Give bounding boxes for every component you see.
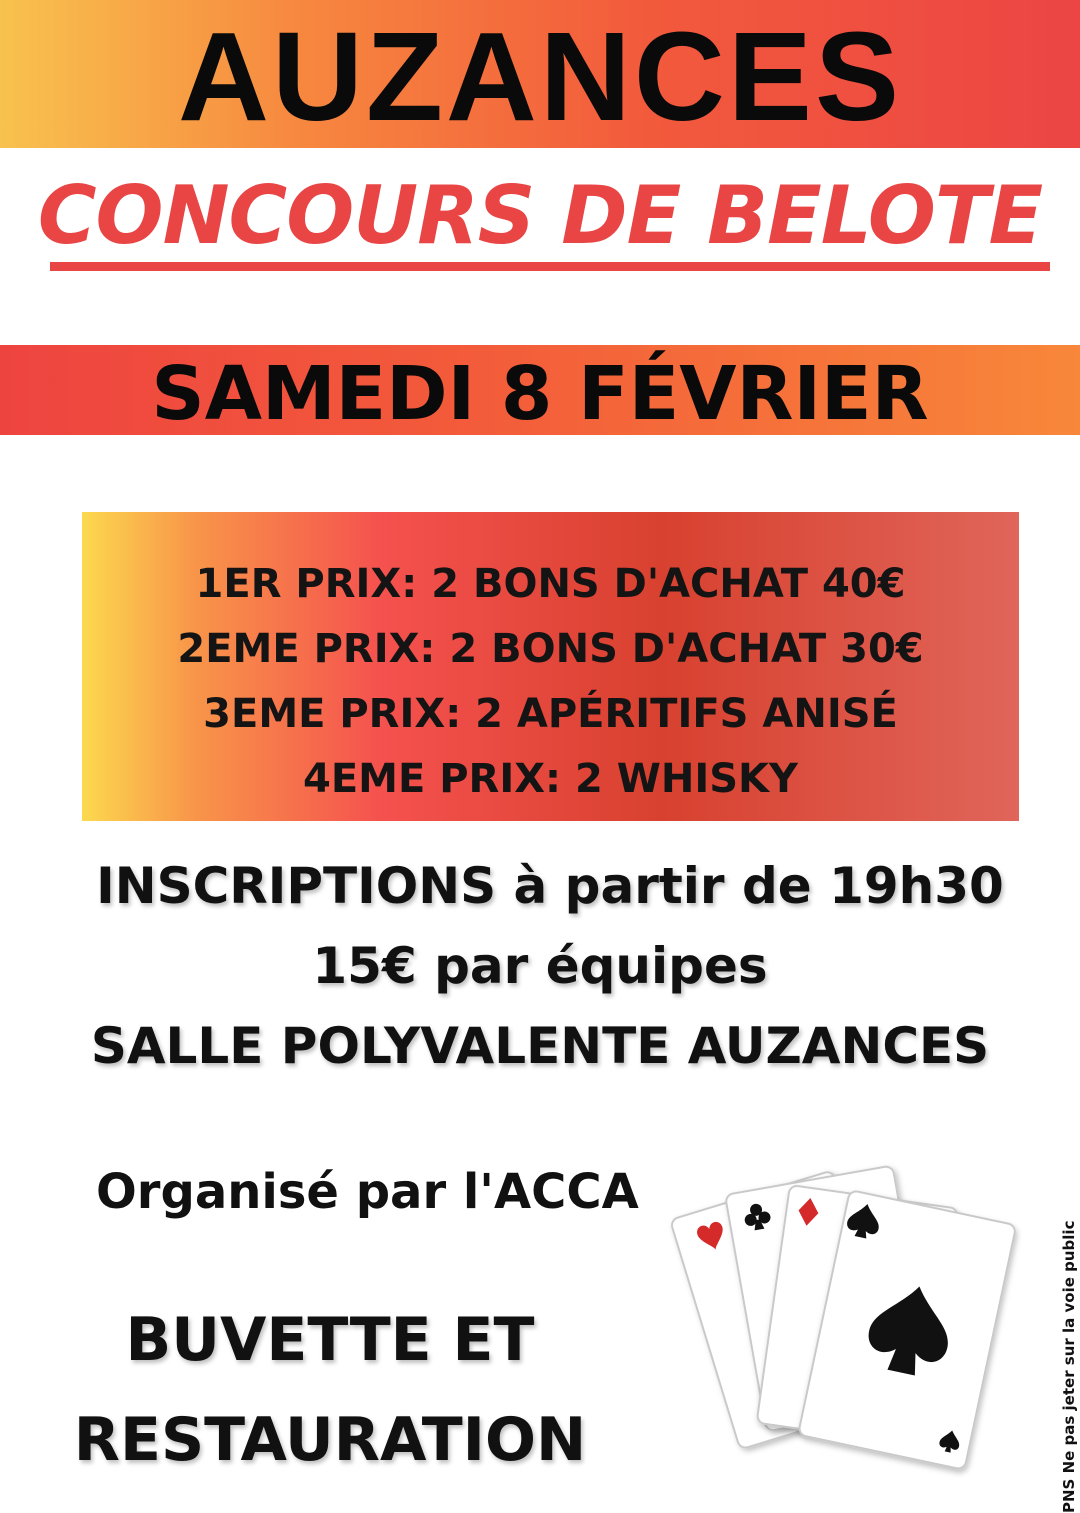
- town-title: AUZANCES: [177, 6, 902, 147]
- venue: SALLE POLYVALENTE AUZANCES: [90, 1017, 990, 1075]
- refreshments: [0, 1290, 660, 1490]
- prize-first: 1ER PRIX: 2 BONS D'ACHAT 40€: [195, 561, 906, 607]
- prize-third: 3EME PRIX: 2 APÉRITIFS ANISÉ: [203, 691, 898, 737]
- event-title-underline: [50, 262, 1050, 271]
- refreshments-line-2: RESTAURATION: [73, 1405, 587, 1475]
- prize-fourth: 4EME PRIX: 2 WHISKY: [303, 756, 798, 802]
- event-date: SAMEDI 8 FÉVRIER: [151, 351, 929, 437]
- refreshments-line-1: BUVETTE ET: [125, 1305, 535, 1375]
- playing-cards-illustration: [650, 1150, 1060, 1510]
- prize-list: [82, 552, 1019, 812]
- organiser: Organisé par l'ACCA: [96, 1164, 639, 1220]
- litter-notice: PNS Ne pas jeter sur la voie public: [1060, 1220, 1078, 1513]
- entry-price: 15€ par équipes: [312, 937, 768, 995]
- registration-time: INSCRIPTIONS à partir de 19h30: [96, 857, 1004, 915]
- prize-second: 2EME PRIX: 2 BONS D'ACHAT 30€: [177, 626, 924, 672]
- event-title: CONCOURS DE BELOTE: [37, 169, 1043, 262]
